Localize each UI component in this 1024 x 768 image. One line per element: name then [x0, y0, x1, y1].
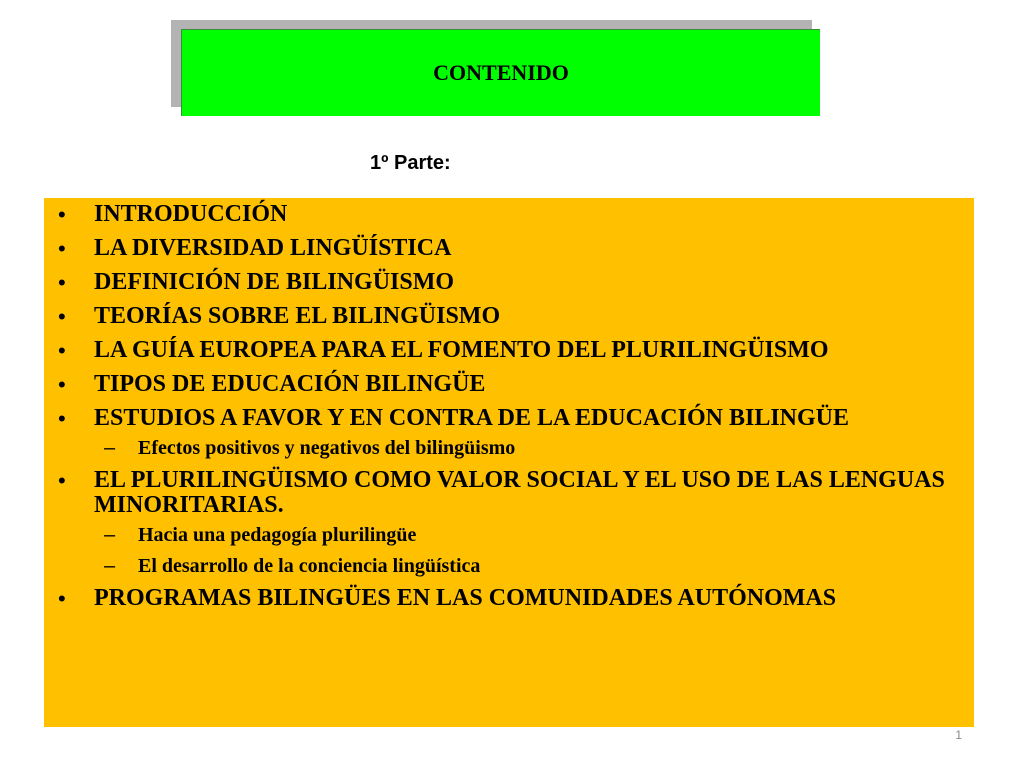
sub-item [94, 555, 964, 577]
outline-item-text: EL PLURILINGÜISMO COMO VALOR SOCIAL Y EL USO DE LAS LENGUAS MINORITARIAS. [94, 467, 945, 518]
outline-item-text: TIPOS DE EDUCACIÓN BILINGÜE [94, 371, 486, 397]
outline-item-text: INTRODUCCIÓN [94, 201, 288, 227]
sub-list [94, 437, 964, 459]
bullet-icon: • [58, 270, 66, 295]
outline-item [58, 304, 964, 329]
bullet-icon: • [58, 338, 66, 363]
part-label: 1º Parte: [370, 152, 451, 174]
page-number: 1 [955, 728, 962, 742]
sub-item-text: Hacia una pedagogía plurilingüe [138, 524, 417, 546]
bullet-icon: • [58, 236, 66, 261]
outline-item-text: DEFINICIÓN DE BILINGÜISMO [94, 269, 455, 295]
bullet-icon: • [58, 586, 66, 611]
outline-item [58, 202, 964, 227]
outline-item-text: ESTUDIOS A FAVOR Y EN CONTRA DE LA EDUCACIÓN BILINGÜE [94, 405, 850, 431]
outline-item-text: LA GUÍA EUROPEA PARA EL FOMENTO DEL PLURILINGÜISMO [94, 337, 829, 363]
outline-item [58, 586, 964, 611]
outline-item-text: LA DIVERSIDAD LINGÜÍSTICA [94, 235, 452, 261]
bullet-icon: • [58, 304, 66, 329]
dash-icon: – [104, 437, 116, 459]
outline-list [58, 202, 964, 611]
outline-item-text: TEORÍAS SOBRE EL BILINGÜISMO [94, 303, 501, 329]
bullet-icon: • [58, 468, 66, 493]
outline-item [58, 270, 964, 295]
bullet-icon: • [58, 202, 66, 227]
outline-item [58, 468, 964, 577]
title-box [181, 29, 820, 116]
content-box [44, 198, 974, 727]
dash-icon: – [104, 555, 116, 577]
bullet-icon: • [58, 372, 66, 397]
sub-list [94, 524, 964, 577]
sub-item [94, 437, 964, 459]
outline-item [58, 406, 964, 459]
slide-title: CONTENIDO [433, 60, 569, 85]
outline-item [58, 372, 964, 397]
sub-item-text: Efectos positivos y negativos del bilingüismo [138, 437, 516, 459]
dash-icon: – [104, 524, 116, 546]
outline-item [58, 236, 964, 261]
sub-item-text: El desarrollo de la conciencia lingüística [138, 555, 481, 577]
sub-item [94, 524, 964, 546]
bullet-icon: • [58, 406, 66, 431]
outline-item [58, 338, 964, 363]
outline-item-text: PROGRAMAS BILINGÜES EN LAS COMUNIDADES AUTÓNOMAS [94, 585, 837, 611]
